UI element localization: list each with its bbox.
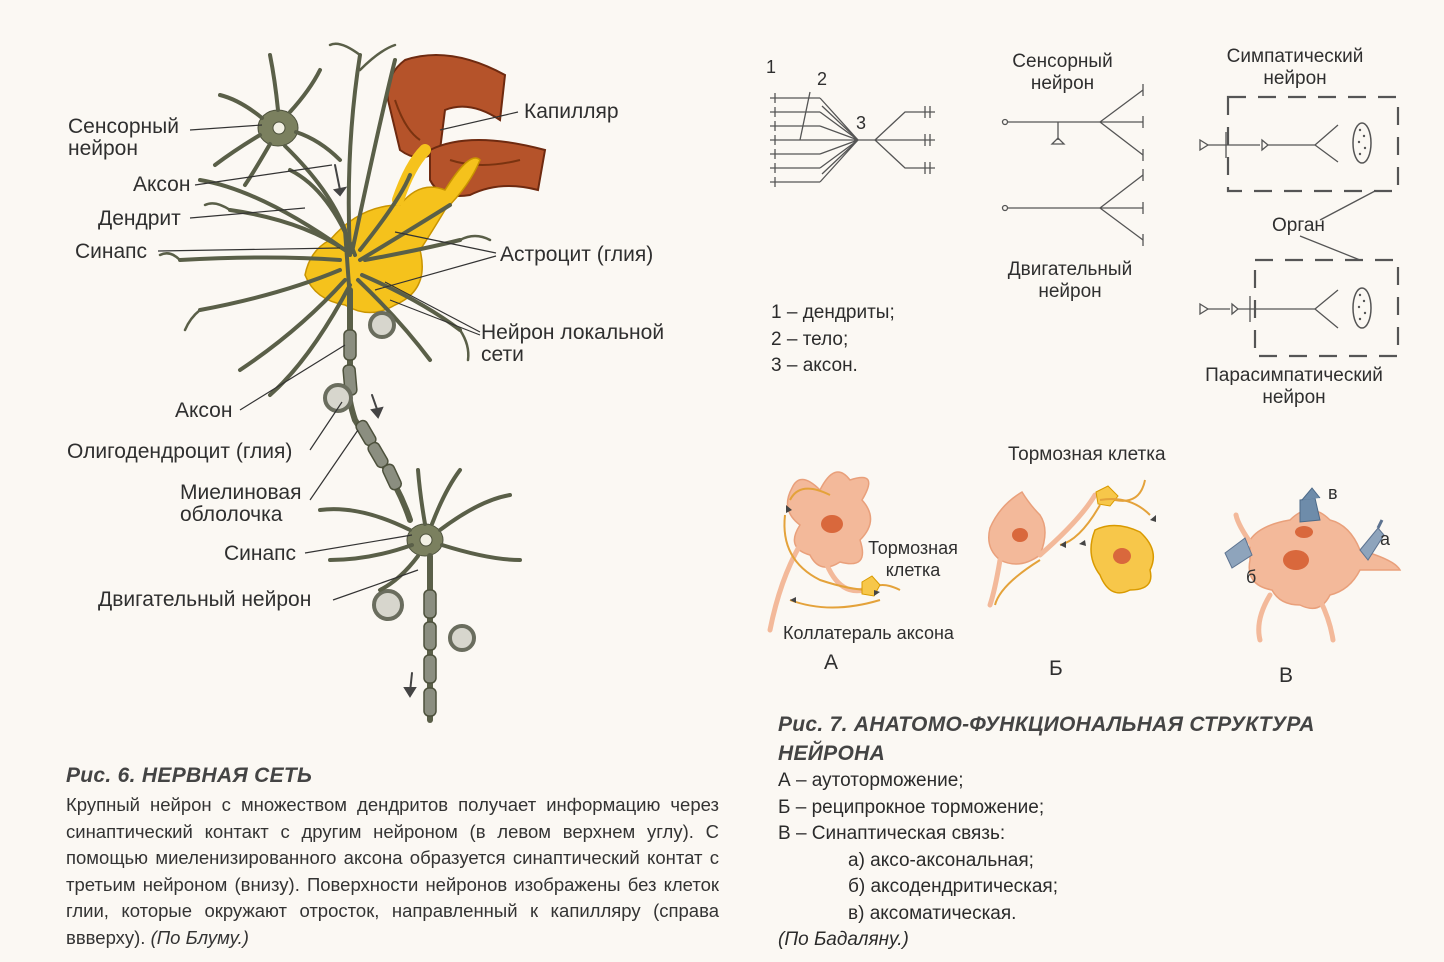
label-dendrite: Дендрит xyxy=(98,207,181,230)
schema-legend-item: 1 – дендриты; xyxy=(771,302,895,323)
label-sensory-schema: Сенсорный нейрон xyxy=(1012,51,1113,94)
fig7-legend-item: б) аксодендритическая; xyxy=(848,876,1059,897)
label-organ: Орган xyxy=(1272,215,1325,236)
synapse-label-a: а xyxy=(1380,529,1391,549)
fig7-legend-item: В – Синаптическая связь: xyxy=(778,823,1006,844)
label-motor-neuron: Двигательный нейрон xyxy=(98,588,312,611)
label-parasympathetic: Парасимпатический нейрон xyxy=(1205,365,1383,408)
label-oligodendrocyte: Олигодендроцит (глия) xyxy=(67,440,293,463)
label-local-neuron: Нейрон локальной сети xyxy=(481,321,665,366)
neuron-schema-123 xyxy=(770,92,935,187)
schema-num-3: 3 xyxy=(856,113,867,133)
panel-v-drawing xyxy=(1225,488,1400,640)
label-axon-collateral: Коллатераль аксона xyxy=(783,623,954,643)
fig7-legend-item: в) аксоматическая. xyxy=(848,902,1017,924)
label-axon-bottom: Аксон xyxy=(175,399,233,422)
label-axon-top: Аксон xyxy=(133,173,191,196)
panel-b-drawing xyxy=(989,480,1156,605)
label-motor-schema: Двигательный нейрон xyxy=(1007,259,1133,302)
label-synapse-bottom: Синапс xyxy=(224,542,297,565)
schema-num-1: 1 xyxy=(766,57,777,77)
fig6-title: Рис. 6. НЕРВНАЯ СЕТЬ xyxy=(66,764,313,787)
schema-legend-item: 3 – аксон. xyxy=(771,355,858,376)
fig7-legend-item: Б – реципрокное торможение; xyxy=(778,796,1045,818)
fig7-title: Рис. 7. АНАТОМО-ФУНКЦИОНАЛЬНАЯ СТРУКТУРА НЕЙРОНА xyxy=(778,713,1315,765)
fig6-caption-text: Крупный нейрон с множеством дендритов получает информацию через синаптический контакт с другим нейроном (в левом верхнем углу). С помощью миеленизированного аксона образуется синаптический контат с третьим нейроном (внизу). Поверхности нейронов изображены без клеток глии, которые окружают отросток, направленный к капилляру (справа ввверху). xyxy=(66,794,719,948)
fig7-legend-item: а) аксо-аксональная; xyxy=(848,849,1034,871)
fig7-legend-item: А – аутоторможение; xyxy=(778,770,964,791)
fig7-legend xyxy=(778,768,1058,954)
schema-legend-item: 2 – тело; xyxy=(771,328,849,350)
fig6-caption xyxy=(66,792,719,951)
label-capillary: Капилляр xyxy=(524,100,619,123)
label-inhibitory-cell-a: Тормозная клетка xyxy=(868,538,958,580)
fig7-credit: (По Бадаляну.) xyxy=(778,929,909,950)
label-inhibitory-cell-b: Тормозная клетка xyxy=(1008,444,1166,465)
synapse-label-v: в xyxy=(1328,483,1338,503)
label-sympathetic: Симпатический нейрон xyxy=(1226,46,1364,89)
sensory-neuron-schema xyxy=(1003,84,1144,246)
label-astrocyte: Астроцит (глия) xyxy=(500,243,654,266)
synapse-label-b: б xyxy=(1246,567,1257,587)
panel-letter-a: А xyxy=(824,651,839,674)
panel-letter-b: Б xyxy=(1049,657,1063,680)
label-synapse-top: Синапс xyxy=(75,240,148,263)
schema-num-2: 2 xyxy=(817,69,828,89)
panel-letter-v: В xyxy=(1279,664,1294,687)
organ-dots xyxy=(1358,129,1366,320)
fig6-credit: (По Блуму.) xyxy=(150,926,249,948)
schema-legend xyxy=(771,300,895,380)
label-myelin: Миелиновая облолочка xyxy=(180,481,302,526)
label-sensory-neuron: Сенсорный нейрон xyxy=(68,115,179,160)
